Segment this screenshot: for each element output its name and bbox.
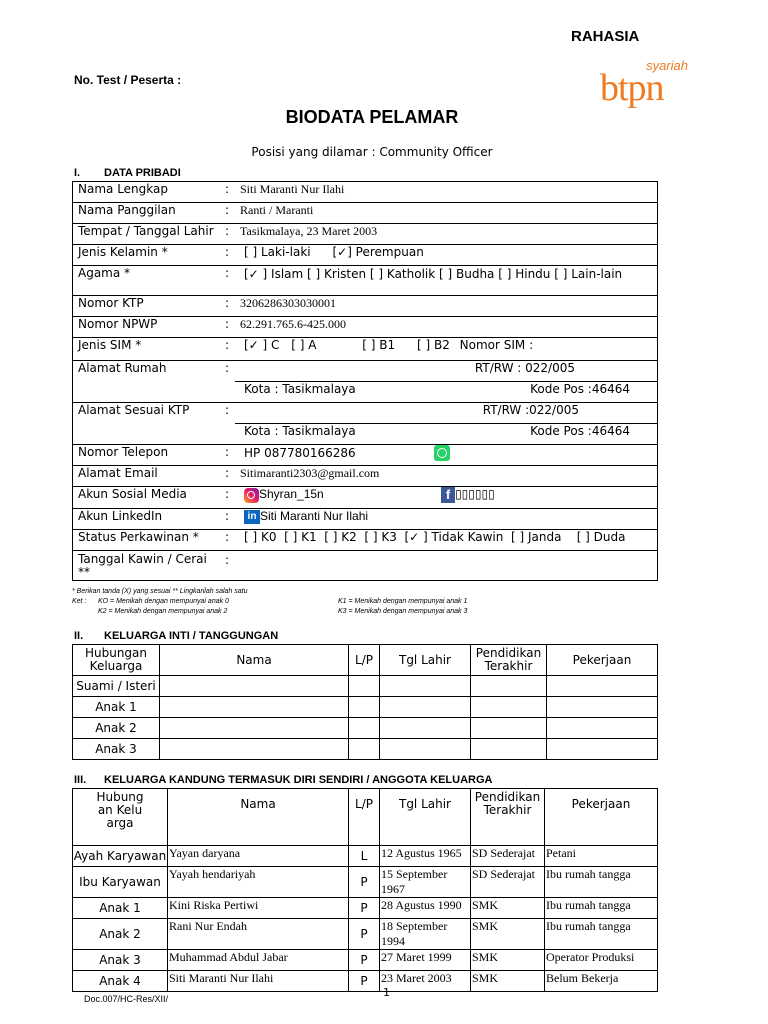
colon: :: [223, 445, 235, 466]
header-nama: Nama: [168, 789, 349, 846]
cell-tgl-lahir[interactable]: 23 Maret 2003: [380, 971, 471, 992]
cell-hubungan: Anak 2: [73, 718, 160, 739]
colon: :: [223, 530, 235, 551]
value-alamat-rumah-kodepos[interactable]: Kode Pos :46464: [530, 382, 630, 396]
logo-syariah-text: syariah: [646, 58, 688, 73]
table-row: [73, 739, 658, 760]
header-lp: L/P: [349, 645, 380, 676]
section1-heading: I. DATA PRIBADI: [74, 167, 181, 179]
cell-tgl-lahir[interactable]: [380, 739, 471, 760]
table-row: [73, 718, 658, 739]
option-perempuan[interactable]: [✓] Perempuan: [332, 245, 424, 259]
value-sosmed-cell: [235, 487, 658, 509]
cell-tgl-lahir[interactable]: 15 September 1967: [380, 867, 471, 898]
value-tgl-kawin[interactable]: [235, 551, 658, 581]
core-family-table: [72, 644, 658, 760]
colon: :: [223, 403, 235, 445]
cell-lp[interactable]: P: [349, 898, 380, 919]
colon: :: [223, 361, 235, 403]
cell-lp[interactable]: [349, 697, 380, 718]
value-nama-panggilan[interactable]: Ranti / Maranti: [235, 203, 658, 224]
linkedin-icon: in: [244, 510, 260, 524]
table-row: [73, 676, 658, 697]
value-alamat-ktp-kota-row: [235, 424, 658, 445]
table-header-row: [73, 789, 658, 846]
value-agama[interactable]: [✓ ] Islam [ ] Kristen [ ] Katholik [ ] Budha [ ] Hindu [ ] Lain-lain: [235, 266, 658, 296]
row-ttl: [73, 224, 658, 245]
cell-hubungan: Anak 1: [73, 697, 160, 718]
page-number: 1: [383, 986, 390, 999]
cell-pendidikan[interactable]: SMK: [471, 919, 545, 950]
header-pendidikan: Pendidikan Terakhir: [471, 645, 547, 676]
row-telepon: [73, 445, 658, 466]
cell-pendidikan[interactable]: [471, 718, 547, 739]
colon: :: [223, 466, 235, 487]
row-nama-lengkap: [73, 182, 658, 203]
label-telepon: Nomor Telepon: [73, 445, 224, 466]
header-pekerjaan: Pekerjaan: [545, 789, 658, 846]
cell-pendidikan[interactable]: SD Sederajat: [471, 846, 545, 867]
cell-pekerjaan[interactable]: [547, 676, 658, 697]
value-nama-lengkap[interactable]: Siti Maranti Nur Ilahi: [235, 182, 658, 203]
option-sim-c[interactable]: [✓ ] C: [244, 338, 280, 352]
label-sosmed: Akun Sosial Media: [73, 487, 224, 509]
page-title: BIODATA PELAMAR: [285, 107, 459, 127]
position-applied: Posisi yang dilamar : Community Officer: [251, 145, 493, 159]
value-status[interactable]: [ ] K0 [ ] K1 [ ] K2 [ ] K3 [✓ ] Tidak Kawin [ ] Janda [ ] Duda: [235, 530, 658, 551]
cell-hubungan: Anak 3: [73, 950, 168, 971]
table-row: [73, 846, 658, 867]
row-status: [73, 530, 658, 551]
label-alamat-rumah: Alamat Rumah: [73, 361, 224, 403]
cell-lp[interactable]: [349, 676, 380, 697]
note-instruction: * Berikan tanda (X) yang sesuai ** Lingkarilah salah satu: [72, 588, 248, 595]
value-telepon[interactable]: HP 087780166286: [244, 445, 356, 460]
cell-pendidikan[interactable]: SMK: [471, 898, 545, 919]
option-laki-laki[interactable]: [ ] Laki-laki: [244, 245, 311, 259]
cell-pekerjaan[interactable]: Ibu rumah tangga: [545, 867, 658, 898]
label-agama: Agama *: [73, 266, 224, 296]
row-linkedin: [73, 509, 658, 530]
value-email[interactable]: Sitimaranti2303@gmail.com: [235, 466, 658, 487]
label-email: Alamat Email: [73, 466, 224, 487]
option-sim-b1[interactable]: [ ] B1: [362, 338, 396, 352]
table-row: [73, 971, 658, 992]
classification-label: RAHASIA: [571, 28, 640, 45]
cell-lp[interactable]: P: [349, 919, 380, 950]
cell-hubungan: Ibu Karyawan: [73, 867, 168, 898]
label-jenis-kelamin: Jenis Kelamin *: [73, 245, 224, 266]
value-ttl[interactable]: Tasikmalaya, 23 Maret 2003: [235, 224, 658, 245]
header-hubungan: Hubungan Keluarga: [73, 789, 168, 846]
btpn-syariah-logo: [598, 58, 690, 110]
cell-hubungan: Suami / Isteri: [73, 676, 160, 697]
header-nama: Nama: [160, 645, 349, 676]
facebook-icon: f: [441, 487, 455, 503]
cell-pekerjaan[interactable]: Ibu rumah tangga: [545, 919, 658, 950]
row-tgl-kawin: [73, 551, 658, 581]
table-row: [73, 898, 658, 919]
row-ktp: [73, 296, 658, 317]
document-code: Doc.007/HC-Res/XII/: [84, 994, 169, 1004]
label-ttl: Tempat / Tanggal Lahir: [73, 224, 224, 245]
label-sim: Jenis SIM *: [73, 338, 224, 361]
value-jenis-kelamin: [235, 245, 658, 266]
colon: :: [223, 487, 235, 509]
cell-hubungan: Anak 1: [73, 898, 168, 919]
header-pekerjaan: Pekerjaan: [547, 645, 658, 676]
cell-tgl-lahir[interactable]: [380, 676, 471, 697]
section2-heading: II. KELUARGA INTI / TANGGUNGAN: [74, 630, 279, 642]
colon: :: [223, 551, 235, 581]
whatsapp-icon: [434, 445, 450, 461]
value-alamat-ktp-kota[interactable]: Kota : Tasikmalaya: [244, 424, 356, 438]
cell-pekerjaan[interactable]: Ibu rumah tangga: [545, 898, 658, 919]
cell-lp[interactable]: P: [349, 971, 380, 992]
notes-block: [72, 587, 467, 617]
cell-nama[interactable]: Yayan daryana: [168, 846, 349, 867]
cell-lp[interactable]: P: [349, 867, 380, 898]
cell-nama[interactable]: Muhammad Abdul Jabar: [168, 950, 349, 971]
row-alamat-ktp: [73, 403, 658, 424]
value-alamat-rumah-kota-row: [235, 382, 658, 403]
label-linkedin: Akun LinkedIn: [73, 509, 224, 530]
colon: :: [223, 203, 235, 224]
cell-hubungan: Anak 3: [73, 739, 160, 760]
note-ket-row2: [72, 607, 467, 617]
label-alamat-ktp: Alamat Sesuai KTP: [73, 403, 224, 445]
header-tgl-lahir: Tgl Lahir: [380, 789, 471, 846]
cell-pendidikan[interactable]: SD Sederajat: [471, 867, 545, 898]
row-npwp: [73, 317, 658, 338]
value-alamat-ktp-kodepos[interactable]: Kode Pos :46464: [530, 424, 630, 438]
cell-pendidikan[interactable]: SMK: [471, 950, 545, 971]
label-nama-lengkap: Nama Lengkap: [73, 182, 224, 203]
value-alamat-rumah-kota[interactable]: Kota : Tasikmalaya: [244, 382, 356, 396]
instagram-icon: [244, 488, 259, 503]
label-status: Status Perkawinan *: [73, 530, 224, 551]
cell-pendidikan[interactable]: [471, 676, 547, 697]
colon: :: [223, 224, 235, 245]
cell-pekerjaan[interactable]: [547, 697, 658, 718]
table-row: [73, 950, 658, 971]
note-ket: Ket :: [72, 598, 87, 605]
cell-tgl-lahir[interactable]: 12 Agustus 1965: [380, 846, 471, 867]
cell-nama[interactable]: Yayah hendariyah: [168, 867, 349, 898]
test-number-label: No. Test / Peserta :: [74, 73, 182, 87]
label-nama-panggilan: Nama Panggilan: [73, 203, 224, 224]
label-npwp: Nomor NPWP: [73, 317, 224, 338]
colon: :: [223, 245, 235, 266]
cell-lp[interactable]: P: [349, 950, 380, 971]
cell-nama[interactable]: Rani Nur Endah: [168, 919, 349, 950]
label-nomor-sim: Nomor SIM :: [459, 338, 534, 352]
value-alamat-ktp-rtrw[interactable]: RT/RW :022/005: [235, 403, 658, 424]
option-sim-a[interactable]: [ ] A: [291, 338, 317, 352]
cell-pekerjaan[interactable]: Petani: [545, 846, 658, 867]
cell-nama[interactable]: [160, 676, 349, 697]
row-nama-panggilan: [73, 203, 658, 224]
row-jenis-kelamin: [73, 245, 658, 266]
row-email: [73, 466, 658, 487]
option-sim-b2[interactable]: [ ] B2: [416, 338, 450, 352]
section3-heading: III. KELUARGA KANDUNG TERMASUK DIRI SENDIRI / ANGGOTA KELUARGA: [74, 774, 493, 786]
cell-nama[interactable]: Kini Riska Pertiwi: [168, 898, 349, 919]
cell-lp[interactable]: [349, 739, 380, 760]
cell-nama[interactable]: [160, 739, 349, 760]
table-row: [73, 697, 658, 718]
cell-tgl-lahir[interactable]: [380, 697, 471, 718]
note-k1: K1 = Menikah dengan mempunyai anak 1: [338, 598, 468, 605]
row-agama: [73, 266, 658, 296]
value-sim: [235, 338, 658, 361]
cell-nama[interactable]: [160, 718, 349, 739]
colon: :: [223, 317, 235, 338]
table-row: [73, 867, 658, 898]
cell-tgl-lahir[interactable]: 18 September 1994: [380, 919, 471, 950]
cell-lp[interactable]: L: [349, 846, 380, 867]
colon: :: [223, 266, 235, 296]
cell-pekerjaan[interactable]: [547, 739, 658, 760]
cell-tgl-lahir[interactable]: 27 Maret 1999: [380, 950, 471, 971]
note-k2: K2 = Menikah dengan mempunyai anak 2: [98, 608, 228, 615]
header-pendidikan: Pendidikan Terakhir: [471, 789, 545, 846]
cell-hubungan: Anak 2: [73, 919, 168, 950]
value-alamat-rumah-rtrw[interactable]: RT/RW : 022/005: [235, 361, 658, 382]
cell-pendidikan[interactable]: [471, 697, 547, 718]
cell-hubungan: Anak 4: [73, 971, 168, 992]
cell-nama[interactable]: [160, 697, 349, 718]
value-telepon-cell: [235, 445, 658, 466]
cell-nama[interactable]: Siti Maranti Nur Ilahi: [168, 971, 349, 992]
header-lp: L/P: [349, 789, 380, 846]
table-row: [73, 919, 658, 950]
label-ktp: Nomor KTP: [73, 296, 224, 317]
value-facebook[interactable]: ▯▯▯▯▯▯: [455, 487, 495, 502]
row-sim: [73, 338, 658, 361]
colon: :: [223, 296, 235, 317]
label-tgl-kawin: Tanggal Kawin / Cerai **: [73, 551, 224, 581]
row-sosmed: [73, 487, 658, 509]
logo-btpn-text: btpn: [600, 67, 664, 109]
birth-family-table: [72, 788, 658, 992]
note-k3: K3 = Menikah dengan mempunyai anak 3: [338, 608, 468, 615]
value-linkedin-cell: [235, 509, 658, 530]
colon: :: [223, 509, 235, 530]
row-alamat-rumah: [73, 361, 658, 382]
value-instagram[interactable]: Shyran_15n: [259, 487, 324, 502]
cell-pekerjaan[interactable]: Belum Bekerja: [545, 971, 658, 992]
colon: :: [223, 338, 235, 361]
cell-pekerjaan[interactable]: [547, 718, 658, 739]
personal-data-table: [72, 181, 658, 581]
cell-lp[interactable]: [349, 718, 380, 739]
value-linkedin[interactable]: Siti Maranti Nur Ilahi: [260, 509, 369, 523]
cell-pendidikan[interactable]: SMK: [471, 971, 545, 992]
cell-tgl-lahir[interactable]: [380, 718, 471, 739]
note-k0: KO = Menikah dengan mempunyai anak 0: [98, 598, 229, 605]
cell-pendidikan[interactable]: [471, 739, 547, 760]
value-npwp[interactable]: 62.291.765.6-425.000: [235, 317, 658, 338]
table-header-row: [73, 645, 658, 676]
note-ket-row1: [72, 597, 467, 607]
cell-tgl-lahir[interactable]: 28 Agustus 1990: [380, 898, 471, 919]
cell-hubungan: Ayah Karyawan: [73, 846, 168, 867]
colon: :: [223, 182, 235, 203]
value-ktp[interactable]: 3206286303030001: [235, 296, 658, 317]
header-hubungan: Hubungan Keluarga: [73, 645, 160, 676]
header-tgl-lahir: Tgl Lahir: [380, 645, 471, 676]
cell-pekerjaan[interactable]: Operator Produksi: [545, 950, 658, 971]
